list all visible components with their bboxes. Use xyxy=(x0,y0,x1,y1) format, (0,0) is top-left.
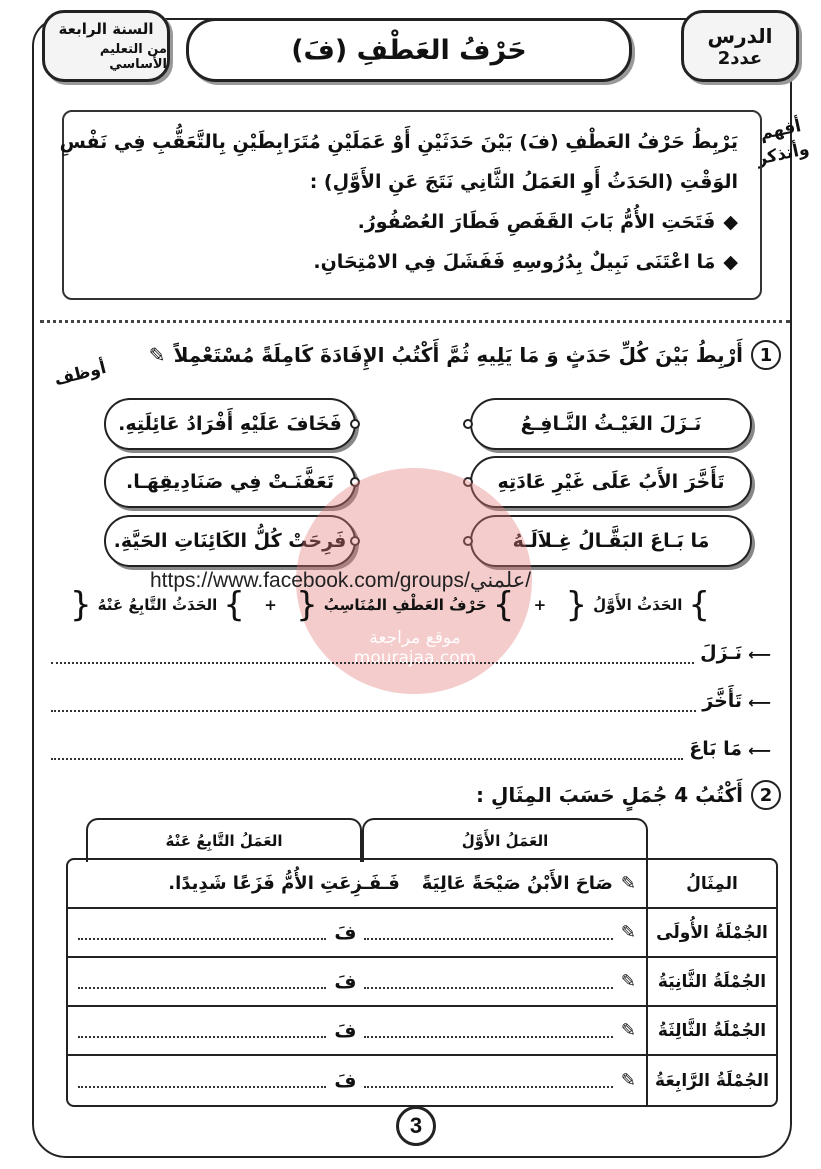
row-label: الجُمْلَةُ الرَّابِعَةُ xyxy=(646,1056,776,1105)
plus-sign: + xyxy=(264,596,277,614)
exercise-2-instruction: أَكْتُبُ 4 جُمَلٍ حَسَبَ المِثَالِ : xyxy=(476,783,743,807)
pen-icon: ✎ xyxy=(620,1070,636,1091)
formula-conjunction: } حَرْفُ العَطْفِ المُنَاسِبُ { xyxy=(296,585,515,625)
sentence-table xyxy=(66,858,778,1107)
arrow-icon: ⟵ xyxy=(748,741,771,760)
page-title-box xyxy=(186,18,632,82)
lesson-label: الدرس xyxy=(707,23,773,48)
divider xyxy=(40,320,790,326)
row-label: المِثَالُ xyxy=(646,860,776,907)
pen-icon: ✎ xyxy=(620,1020,636,1041)
answer-cell[interactable]: ✎ فَ xyxy=(68,958,646,1005)
answer-cell[interactable]: ✎ فَ xyxy=(68,909,646,956)
exercise-1-title xyxy=(149,340,781,370)
exercise-1-instruction: أَرْبِطُ بَيْنَ كُلِّ حَدَثٍ وَ مَا يَلِيهِ ثُمَّ أَكْتُبُ الإِفَادَةَ كَامِلَةً مُسْتَعْمِلاً xyxy=(173,343,743,367)
formula-second: } الحَدَثُ التَّابِعُ عَنْهُ { xyxy=(70,585,245,625)
event-right-1[interactable]: نَـزَلَ الغَيْـثُ النَّـافِـعُ xyxy=(470,398,752,450)
rule-example-1: ◆فَتَحَتِ الأُمُّ بَابَ القَفَصِ فَطَارَ العُصْفُورُ. xyxy=(82,202,738,242)
table-row xyxy=(68,958,776,1007)
bullet-icon: ◆ xyxy=(723,251,738,273)
rule-side-label: أفهم وأتذكر xyxy=(754,116,812,170)
answer-cell[interactable]: ✎ فَ xyxy=(68,1007,646,1054)
rule-example-2: ◆مَا اعْتَنَى نَبِيلٌ بِدُرُوسِهِ فَفَشَلَ فِي الامْتِحَانِ. xyxy=(82,242,738,282)
page-number: 3 xyxy=(396,1106,436,1146)
watermark-site: موقع مراجعة mourajaa.com xyxy=(353,628,477,668)
answer-line-1[interactable]: ⟵ نَـزَلَ xyxy=(51,642,771,664)
grade-badge xyxy=(42,10,170,82)
level-label: من التعليم الأساسي xyxy=(99,42,167,72)
arrow-icon: ⟵ xyxy=(748,693,771,712)
pen-icon: ✎ xyxy=(620,922,636,943)
exercise-1-number: 1 xyxy=(751,340,781,370)
column-header-first: العَمَلُ الأَوَّلُ xyxy=(362,818,648,862)
pen-icon: ✎ xyxy=(620,971,636,992)
table-row xyxy=(68,1007,776,1056)
bullet-icon: ◆ xyxy=(723,211,738,233)
grade-label: السنة الرابعة xyxy=(58,20,154,38)
event-left-2[interactable]: تَعَفَّنَـتْ فِي صَنَادِيقِهَـا. xyxy=(104,456,356,508)
row-label: الجُمْلَةُ الثَّانِيَةُ xyxy=(646,958,776,1005)
event-left-3[interactable]: فَرِحَتْ كُلُّ الكَائِنَاتِ الحَيَّةِ. xyxy=(104,515,356,567)
row-label: الجُمْلَةُ الثَّالِثَةُ xyxy=(646,1007,776,1054)
pen-icon: ✎ xyxy=(148,343,166,367)
example-cell: ✎ صَاحَ الأَبْنُ صَيْحَةً عَالِيَةً فَـفَـزِعَتِ الأُمُّ فَزَعًا شَدِيدًا. xyxy=(168,873,636,894)
watermark-url[interactable]: https://www.facebook.com/groups/علمني/ xyxy=(150,569,532,592)
rule-line-1: يَرْبِطُ حَرْفُ العَطْفِ (فَ) بَيْنَ حَدَثَيْنِ أَوْ عَمَلَيْنِ مُتَرَابِطَيْنِ بِالتَّعَقُّبِ فِي نَفْسِ xyxy=(59,131,738,153)
page-title: حَرْفُ العَطْفِ (فَ) xyxy=(291,34,527,66)
table-row-example xyxy=(68,860,776,909)
arrow-icon: ⟵ xyxy=(748,645,771,664)
answer-line-2[interactable]: ⟵ تَأَخَّرَ xyxy=(51,690,771,712)
plus-sign: + xyxy=(533,596,547,614)
formula xyxy=(70,585,710,625)
answer-cell[interactable]: ✎ فَ xyxy=(68,1056,646,1105)
event-right-2[interactable]: تَأَخَّرَ الأَبُ عَلَى غَيْرِ عَادَتِهِ xyxy=(470,456,752,508)
link-dot[interactable] xyxy=(463,419,473,429)
row-label: الجُمْلَةُ الأُولَى xyxy=(646,909,776,956)
lesson-badge xyxy=(681,10,799,82)
rule-box xyxy=(59,110,762,300)
rule-line-2: الوَقْتِ (الحَدَثُ أَوِ العَمَلُ الثَّانِي نَتَجَ عَنِ الأَوَّلِ) : xyxy=(309,171,738,193)
table-row xyxy=(68,1056,776,1105)
exercise-1-side-label: أوظف xyxy=(52,357,109,391)
event-left-1[interactable]: فَخَافَ عَلَيْهِ أَفْرَادُ عَائِلَتِهِ. xyxy=(104,398,356,450)
table-row xyxy=(68,909,776,958)
pen-icon: ✎ xyxy=(620,873,636,894)
exercise-2-title xyxy=(476,780,781,810)
answer-line-3[interactable]: ⟵ مَا بَاعَ xyxy=(51,738,771,760)
column-header-second: العَمَلُ التَّابِعُ عَنْهُ xyxy=(86,818,362,862)
link-dot[interactable] xyxy=(350,419,360,429)
exercise-2-number: 2 xyxy=(751,780,781,810)
lesson-number: عدد2 xyxy=(717,47,763,69)
event-right-3[interactable]: مَا بَـاعَ البَقَّـالُ غِـلاَلَـهُ xyxy=(470,515,752,567)
formula-first: } الحَدَثُ الأَوَّلُ { xyxy=(565,585,710,625)
